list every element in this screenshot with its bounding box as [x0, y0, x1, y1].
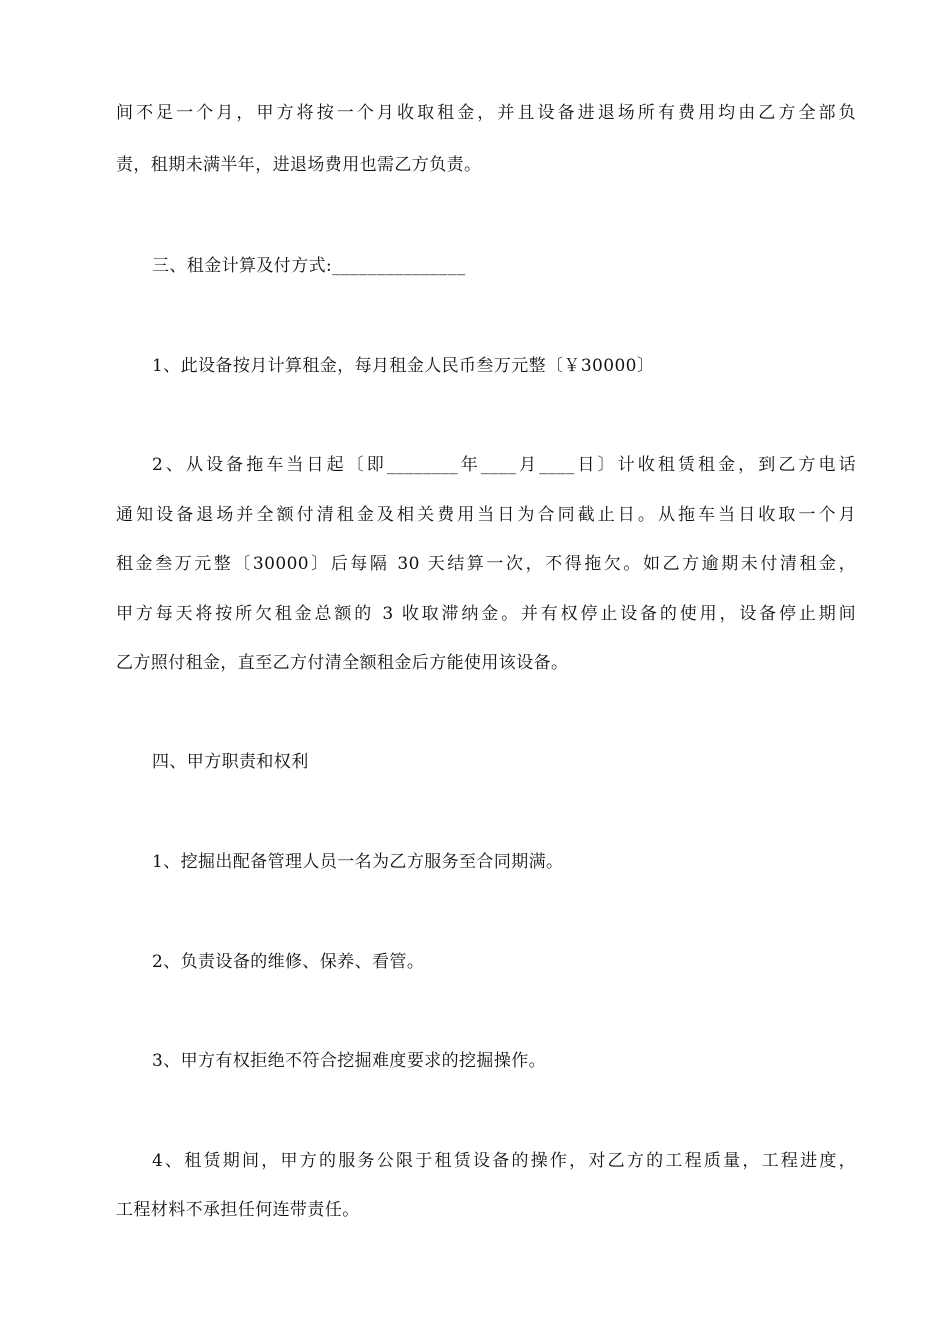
- text-line: 租金叁万元整〔30000〕后每隔 30 天结算一次，不得拖欠。如乙方逾期未付清租金，: [116, 554, 856, 574]
- text-line: 1、挖掘出配备管理人员一名为乙方服务至合同期满。: [152, 852, 564, 872]
- section-heading-text: 四、甲方职责和权利: [152, 752, 309, 772]
- text-line: 工程材料不承担任何连带责任。: [116, 1200, 360, 1220]
- text-line: 2、负责设备的维修、保养、看管。: [152, 952, 425, 972]
- text-line: 4、租赁期间，甲方的服务公限于租赁设备的操作，对乙方的工程质量，工程进度，: [152, 1151, 856, 1171]
- section-heading-text: 三、租金计算及付方式:_______________: [152, 256, 466, 276]
- text-line: 甲方每天将按所欠租金总额的 3 收取滞纳金。并有权停止设备的使用，设备停止期间: [116, 604, 856, 624]
- text-line: 通知设备退场并全额付清租金及相关费用当日为合同截止日。从拖车当日收取一个月: [116, 505, 856, 525]
- text-line: 间不足一个月，甲方将按一个月收取租金，并且设备进退场所有费用均由乙方全部负: [116, 103, 856, 123]
- text-line: 乙方照付租金，直至乙方付清全额租金后方能使用该设备。: [116, 653, 569, 673]
- text-line: 责，租期未满半年，进退场费用也需乙方负责。: [116, 155, 482, 175]
- text-line: 3、甲方有权拒绝不符合挖掘难度要求的挖掘操作。: [152, 1051, 547, 1071]
- text-line: 2、从设备拖车当日起〔即________年____月____日〕计收租赁租金，到乙方电话: [152, 455, 856, 475]
- text-line: 1、此设备按月计算租金，每月租金人民币叁万元整〔￥30000〕: [152, 356, 655, 376]
